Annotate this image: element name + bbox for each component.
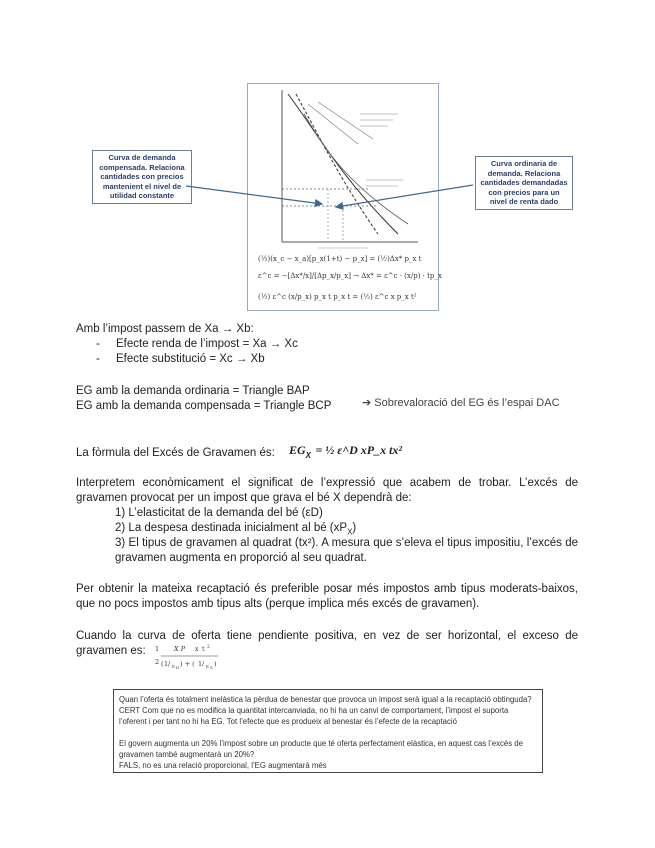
eg-ordinary-demand: EG amb la demanda ordinaria = Triangle BAP [76,385,310,397]
elastic-supply-formula [152,642,222,670]
figure-equation-3: (½) ε^c (x/p_x) p_x t p_x t = (½) ε^c x p_x t² [258,293,417,301]
interpretation-paragraph: Interpretem econòmicament el significat de l’expressió que acabem de trobar. L’excés de gravamen provocat per un impost que grava el bé X dependrà de: [76,477,578,504]
svg-text:): ) [214,660,217,668]
qa-line: gravamen també augmentarà un 20%? [119,750,255,759]
formula-sub: X [305,451,312,461]
eg-compensated-demand: EG amb la demanda compensada = Triangle BCP [76,400,332,412]
revenue-paragraph: Per obtenir la mateixa recaptació és preferible posar més impostos amb tipus moderats-baixos, que no pocs impostos amb tipus alts (perque implica més excés de gravamen). [76,583,578,610]
svg-text:1: 1 [164,660,169,668]
svg-text:1: 1 [155,645,160,653]
svg-text:1: 1 [198,660,203,668]
intro-tax-shift: Amb l’impost passem de Xa → Xb: [76,323,254,335]
svg-text:/: / [168,660,171,668]
demand-curves-figure [247,83,442,311]
supply-curve-paragraph: Cuando la curva de oferta tiene pendiente positiva, en vez de ser horizontal, el exceso de gravamen es: [76,630,578,657]
qa-line: El govern augmenta un 20% l’impost sobre un producte que té oferta perfectament elàstica, en aquest cas l’excés de [119,739,523,748]
svg-text:/: / [202,660,205,668]
svg-text:S: S [210,665,213,670]
factor-expenditure-end: ) [352,522,357,534]
svg-text:D: D [176,665,180,670]
svg-text:ε: ε [172,664,175,670]
formula-rhs: = ½ ε^D xP_x tx² [315,443,402,457]
qa-line: FALS, no es una relació proporcional, l’EG augmentarà més [119,761,327,770]
list-item [96,352,265,367]
qa-line: CERT Com que no es modifica la quantitat intercanviada, no hi ha un canvi de comportament, l’impost el suporta [119,706,509,715]
qa-box [113,689,543,773]
overvaluation-note: ➔ Sobrevaloració del EG és l’espai DAC [362,397,560,409]
svg-text:t: t [202,645,205,653]
qa-line: Quan l’oferta és totalment inelàstica la pèrdua de benestar que provoca un impost serà igual a la recaptació obtinguda? [119,695,532,704]
figure-equation-1: (½)(x_c − x_a)[p_x(1+t) − p_x] = (½)Δx* p_x t [258,255,422,263]
factor-expenditure-sub: X [347,527,353,537]
svg-text:(: ( [161,660,164,668]
factor-tax-rate: 3) El tipus de gravamen al quadrat (tx²). A mesura que s’eleva el tipus impositiu, l’excés de gravamen augmenta en proporció al seu quadrat. [115,537,578,564]
formula-lhs: EG [289,443,306,457]
factor-elasticity: 1) L’elasticitat de la demanda del bé (εD) [115,507,323,519]
list-item [96,337,298,352]
figure-equation-2: ε^c = −[Δx*/x]/[Δp_x/p_x] → Δx* = ε^c · (x/p) · tp_x [258,272,442,280]
svg-text:x: x [195,646,199,653]
bullet-dash: - [96,353,100,365]
svg-text:ε: ε [206,664,209,670]
formula-label: La fòrmula del Excés de Gravamen és: [76,447,275,459]
factor-expenditure-text: 2) La despesa destinada inicialment al bé (xP [115,522,348,534]
callout-compensated-demand: Curva de demanda compensada. Relaciona cantidades con precios mantenient el nivel de utilidad constante [92,150,192,204]
svg-text:) + (: ) + ( [180,660,195,668]
svg-text:2: 2 [207,645,210,650]
substitution-effect: Efecte substitució = Xc → Xb [116,353,265,365]
svg-text:2: 2 [155,658,160,666]
bullet-dash: - [96,338,100,350]
qa-line: l’oferent i per tant no hi ha EG. Tot l’efecte que es produeix al benestar és l’efecte de la recaptació [119,717,457,726]
excess-burden-formula [289,441,402,460]
income-effect: Efecte renda de l’impost = Xa → Xc [116,338,298,350]
callout-ordinary-demand: Curva ordinaria de demanda. Relaciona cantidades demandadas con precios para un nivel de renta dado [475,156,573,210]
svg-text:X P: X P [174,645,186,653]
